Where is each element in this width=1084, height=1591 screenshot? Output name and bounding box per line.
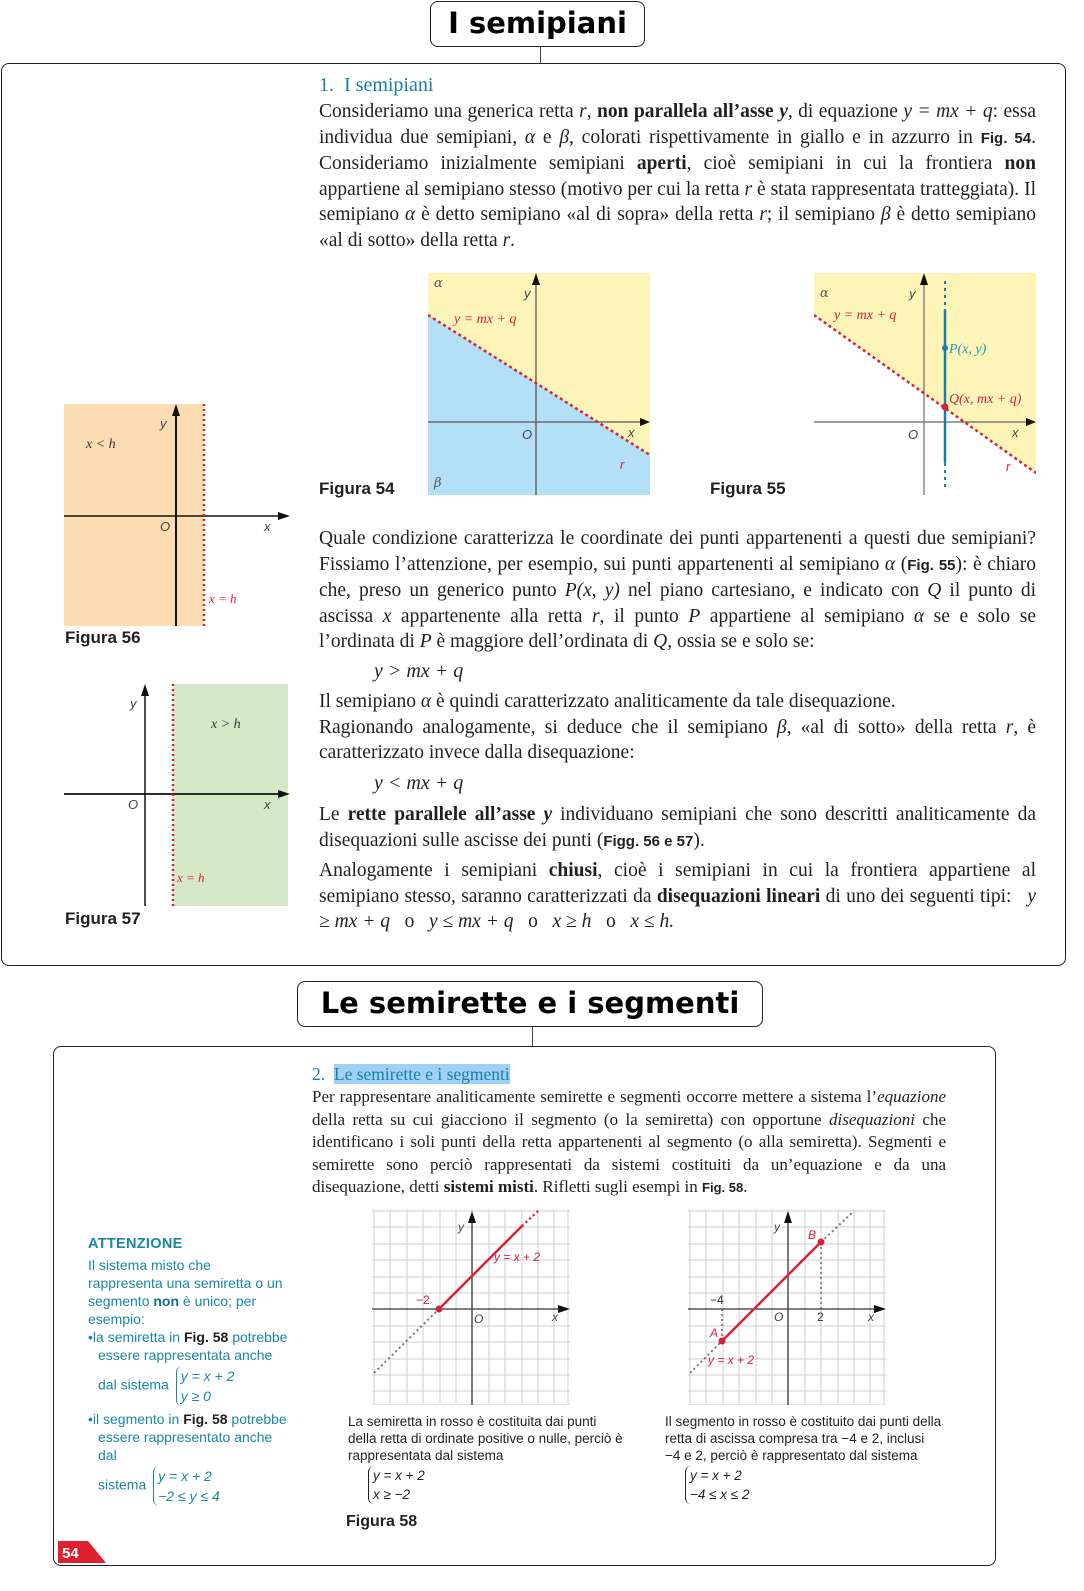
svg-text:y: y (458, 1220, 464, 1234)
svg-text:x < h: x < h (86, 437, 116, 452)
figure-58-segmento-graph (688, 1209, 886, 1405)
svg-text:x: x (1012, 425, 1019, 440)
svg-text:y: y (160, 416, 167, 431)
connector-line (540, 47, 541, 64)
svg-text:x: x (264, 797, 271, 812)
figure-55-caption: Figura 55 (710, 479, 786, 498)
page-number-badge (58, 1541, 108, 1563)
svg-text:2: 2 (817, 1310, 824, 1324)
svg-text:A: A (710, 1326, 719, 1340)
svg-text:x: x (264, 519, 271, 534)
svg-text:Q(x, mx + q): Q(x, mx + q) (949, 392, 1022, 407)
attention-title: ATTENZIONE (88, 1236, 183, 1252)
svg-text:54: 54 (62, 1545, 79, 1562)
svg-text:y: y (130, 696, 137, 711)
svg-text:y: y (524, 286, 531, 301)
figure-54-graph (428, 273, 650, 495)
figure-link[interactable]: Figg. 56 e 57 (603, 832, 694, 850)
svg-text:x = h: x = h (177, 870, 205, 885)
svg-text:α: α (820, 286, 829, 301)
paragraph-alpha-beta: Il semipiano α è quindi caratterizzato analiticamente da tale disequazione. Ragionando analogamente, si deduce che il semipiano β, «al di sotto» della retta r, è caratterizzato invece dalla disequazione: (319, 691, 1037, 763)
svg-text:O: O (474, 1312, 484, 1326)
svg-text:P(x, y): P(x, y) (949, 342, 987, 357)
svg-text:B: B (808, 1228, 817, 1242)
figure-57-graph (64, 682, 292, 908)
figure-58-semiretta-graph (372, 1209, 570, 1405)
section-number: 1. (319, 74, 334, 96)
node-title-semirette[interactable]: Le semirette e i segmenti (297, 981, 763, 1027)
svg-text:β: β (434, 476, 442, 491)
svg-text:r: r (620, 457, 625, 472)
card-semirette (53, 1046, 996, 1566)
node-title-semipiani[interactable]: I semipiani (430, 1, 645, 47)
svg-text:y = mx + q: y = mx + q (454, 312, 517, 327)
svg-text:O: O (908, 427, 919, 442)
svg-text:y = mx + q: y = mx + q (834, 308, 897, 323)
svg-text:O: O (522, 427, 533, 442)
figure-55-graph (814, 273, 1036, 495)
figure-58-caption: Figura 58 (346, 1513, 418, 1530)
svg-text:y = x + 2: y = x + 2 (494, 1250, 541, 1264)
svg-text:y: y (774, 1220, 780, 1234)
paragraph-condition: Quale condizione caratterizza le coordinate dei punti appartenenti a questi due semipiani? Fissiamo l’attenzione, per esempio, sui punti appartenenti al semipiano α (Fig. 55): è chiaro che, preso un generico punto P(x, y) nel piano cartesiano, e indicato con Q il punto di ascissa x appartenente alla retta r, il punto P appartiene al semipiano α se e solo se l’ordinata di P è maggiore dell’ordinata di Q, ossia se e solo se: (319, 528, 1037, 652)
paragraph-intro: Consideriamo una generica retta r, non parallela all’asse y, di equazione y = mx + q: essa individua due semipiani, α e β, colorati rispettivamente in giallo e in azzurro in Fig. 54. Consideriamo inizialmente semipiani aperti, cioè semipiani in cui la frontiera non appartiene al semipiano stesso (motivo per cui la retta r è stata rappresentata tratteggiata). Il semipiano α è detto semipiano «al di sopra» della retta r; il semipiano β è detto semipiano «al di sotto» della retta r. (319, 101, 1037, 251)
svg-text:x > h: x > h (211, 717, 241, 732)
section-number: 2. (312, 1064, 326, 1084)
paragraph-intro: Per rappresentare analiticamente semirette e segmenti occorre mettere a sistema l’equazione della retta su cui giacciono il segmento (o la semiretta) con opportune disequazioni che identificano i soli punti della retta appartenenti al segmento (o alla semiretta). Segmenti e semirette sono perciò rappresentati da sistemi costituiti da un’equazione e da una disequazione, detti sistemi misti. Rifletti sugli esempi in Fig. 58. (312, 1087, 946, 1196)
figure-56-caption: Figura 56 (65, 628, 141, 647)
svg-text:−4: −4 (710, 1293, 724, 1307)
svg-text:O: O (128, 797, 139, 812)
paragraph-closed: Analogamente i semipiani chiusi, cioè i semipiani in cui la frontiera appartiene al semipiano stesso, saranno caratterizzati da disequazioni lineari di uno dei seguenti tipi: y ≥ mx + q o y ≤ mx + q o x ≥ h o x ≤ h. (319, 860, 1036, 932)
svg-text:x: x (868, 1310, 874, 1324)
section-heading (319, 74, 433, 97)
svg-text:O: O (774, 1310, 784, 1324)
section-title-highlighted[interactable]: Le semirette e i segmenti (333, 1064, 510, 1084)
alpha-label: α (434, 276, 443, 291)
paragraph-parallel: Le rette parallele all’asse y individuano semipiani che sono descritti analiticamente da disequazioni sulle ascisse dei punti (Figg. 56 e 57). (319, 804, 1037, 851)
figure-link[interactable]: Fig. 55 (907, 556, 956, 574)
figure-58-right-description: Il segmento in rosso è costituito dai punti della retta di ascissa compresa tra −4 e 2, inclusi −4 e 2, perciò è rappresentato dal sistema y = x + 2 −4 ≤ x ≤ 2 (665, 1414, 942, 1502)
formula-below: y < mx + q (374, 772, 464, 794)
svg-text:O: O (160, 519, 171, 534)
svg-text:−2: −2 (416, 1293, 430, 1307)
figure-link[interactable]: Fig. 58 (702, 1180, 744, 1195)
figure-58-left-description: La semiretta in rosso è costituita dai punti della retta di ordinate positive o nulle, perciò è rappresentata dal sistema y = x + 2 x ≥ −2 (348, 1414, 623, 1502)
section-title: I semipiani (344, 74, 434, 96)
attention-note: ATTENZIONE Il sistema misto che rappresenta una semiretta o un segmento non è unico; per esempio: •la semiretta in Fig. 58 potrebbe essere rappresentata anche dal sistema y = x + 2 y ≥ 0 •il segmento in Fig. 58 potrebbe essere rappresentato anche dal sistema y = x + 2 −2 ≤ y ≤ 4 (88, 1236, 288, 1504)
svg-text:y: y (909, 286, 916, 301)
section-heading (312, 1064, 510, 1085)
card-semipiani (1, 63, 1066, 966)
svg-text:x: x (552, 1310, 558, 1324)
svg-text:r: r (1006, 459, 1011, 474)
formula-above: y > mx + q (374, 660, 464, 682)
connector-line (532, 1027, 533, 1047)
figure-57-caption: Figura 57 (65, 909, 141, 928)
figure-54-caption: Figura 54 (319, 479, 395, 498)
svg-text:y = x + 2: y = x + 2 (708, 1353, 755, 1367)
svg-text:x: x (628, 425, 635, 440)
figure-link[interactable]: Fig. 54 (980, 129, 1032, 147)
figure-56-graph (64, 402, 292, 628)
svg-text:x = h: x = h (209, 591, 237, 606)
